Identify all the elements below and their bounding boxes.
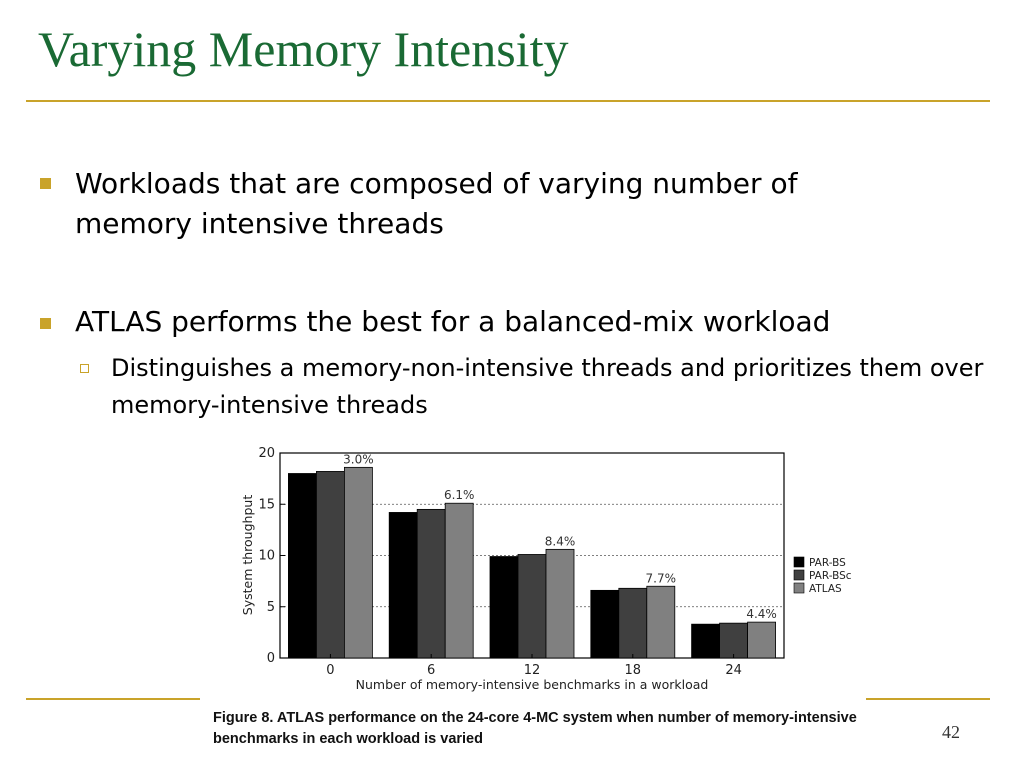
figure-caption: Figure 8. ATLAS performance on the 24-core 4-MC system when number of memory-intensive benchmarks in each workload is varied <box>213 710 857 747</box>
improvement-annotation: 3.0% <box>343 452 374 467</box>
footer-divider-right <box>866 698 990 700</box>
legend-swatch-atlas <box>794 583 804 593</box>
bar-par-bs <box>389 512 417 658</box>
y-tick-label: 10 <box>258 548 275 564</box>
y-tick-label: 5 <box>266 599 275 615</box>
x-tick-label: 18 <box>624 663 642 678</box>
y-tick-label: 15 <box>258 497 275 513</box>
legend-swatch-par-bsc <box>794 570 804 580</box>
slide-title: Varying Memory Intensity <box>38 21 569 77</box>
y-tick-label: 0 <box>266 651 275 666</box>
sub-bullet-hollow-square-icon <box>80 364 89 373</box>
bar-par-bsc <box>417 509 445 658</box>
title-divider <box>26 100 990 102</box>
legend-label-par-bsc: PAR-BSc <box>809 570 852 582</box>
bar-atlas <box>344 467 372 658</box>
improvement-annotation: 6.1% <box>443 488 475 503</box>
sub-bullet-text: Distinguishes a memory-non-intensive threads and prioritizes them over memory-intensive threads <box>111 354 984 419</box>
legend-label-par-bs: PAR-BS <box>809 557 846 569</box>
bullet-square-icon <box>40 318 51 329</box>
bar-atlas <box>647 586 675 658</box>
x-axis-label: Number of memory-intensive benchmarks in a workload <box>355 677 709 692</box>
bar-par-bsc <box>316 471 344 658</box>
bar-atlas <box>748 622 776 658</box>
legend-label-atlas: ATLAS <box>809 583 842 595</box>
x-tick-label: 12 <box>523 663 541 678</box>
bar-par-bs <box>288 474 316 659</box>
bar-par-bs <box>490 557 518 658</box>
x-tick-label: 6 <box>427 663 436 678</box>
bar-par-bsc <box>720 623 748 658</box>
bar-par-bsc <box>619 588 647 658</box>
bar-atlas <box>445 503 473 658</box>
bar-par-bsc <box>518 554 546 658</box>
legend-swatch-par-bs <box>794 557 804 567</box>
page-number: 42 <box>942 722 960 742</box>
improvement-annotation: 7.7% <box>645 571 677 586</box>
x-tick-label: 0 <box>326 663 335 678</box>
improvement-annotation: 8.4% <box>544 534 576 549</box>
bullet-text-1: Workloads that are composed of varying number of memory intensive threads <box>75 167 798 240</box>
x-tick-label: 24 <box>725 663 742 678</box>
bullet-text-2: ATLAS performs the best for a balanced-mix workload <box>75 305 831 338</box>
y-axis-label: System throughput <box>240 494 255 616</box>
y-tick-label: 20 <box>258 446 275 461</box>
improvement-annotation: 4.4% <box>746 607 777 622</box>
bar-atlas <box>546 549 574 658</box>
bar-par-bs <box>692 624 720 658</box>
footer-divider-left <box>26 698 200 700</box>
bullet-square-icon <box>40 178 51 189</box>
bar-par-bs <box>591 590 619 658</box>
